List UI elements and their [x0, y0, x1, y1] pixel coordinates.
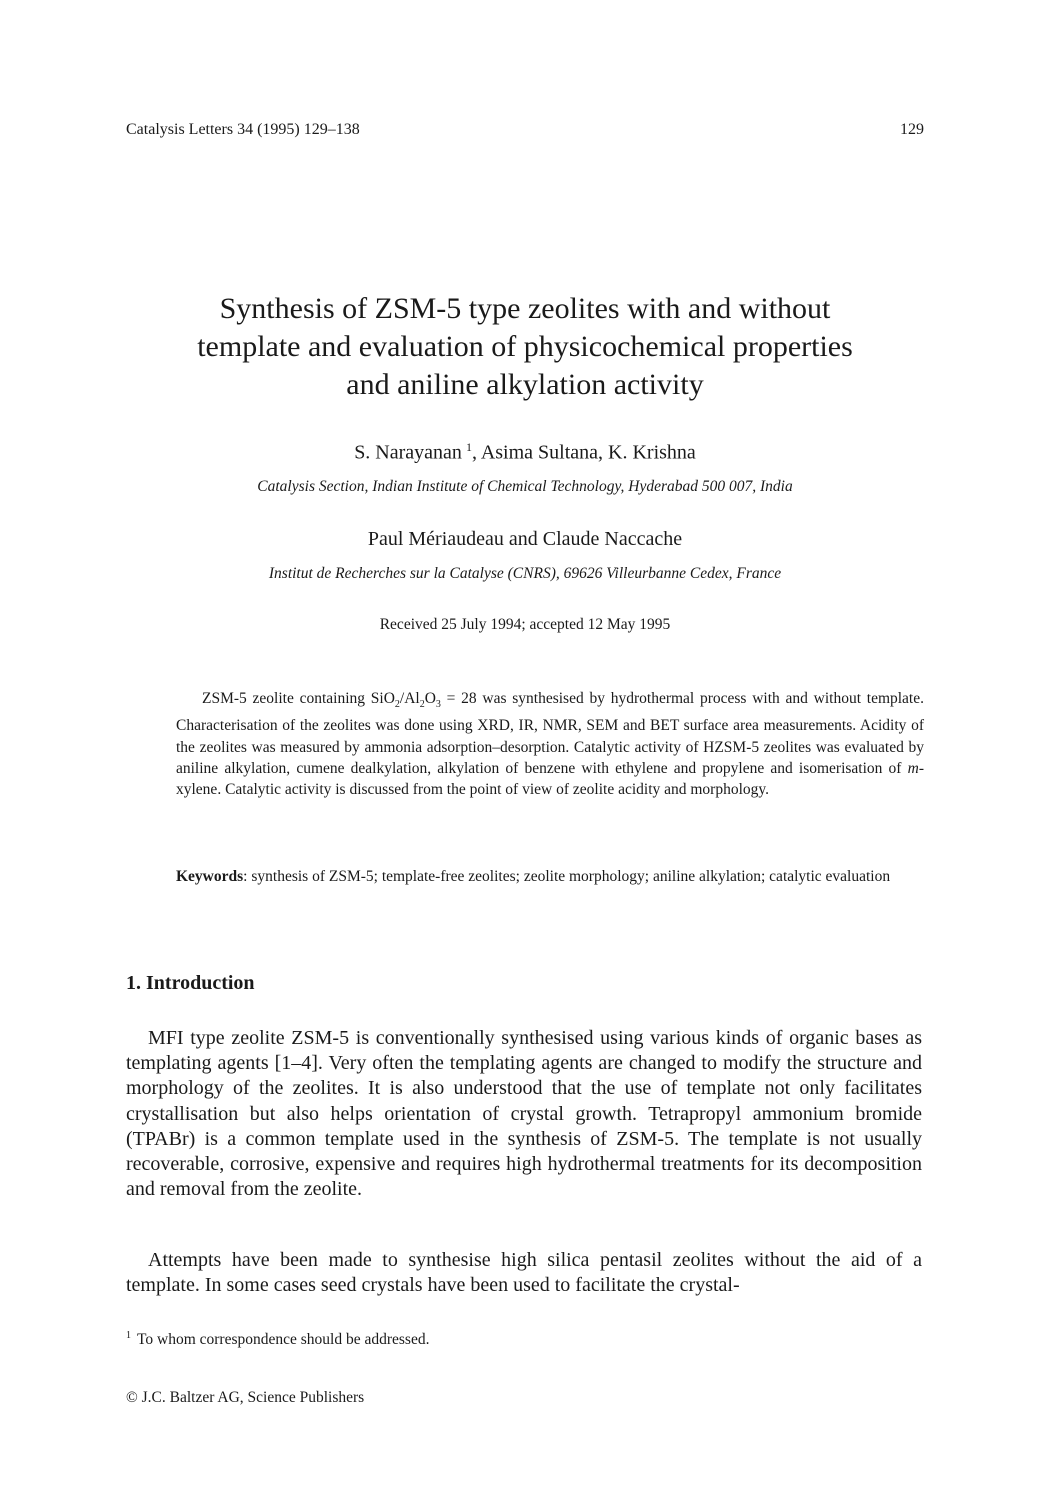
italic-text: m	[907, 759, 919, 777]
affiliation-2: Institut de Recherches sur la Catalyse (CNRS), 69626 Villeurbanne Cedex, France	[268, 565, 782, 582]
keywords-label: Keywords	[176, 868, 244, 885]
title-line: template and evaluation of physicochemical properties	[197, 330, 853, 363]
affiliation-1: Catalysis Section, Indian Institute of Chemical Technology, Hyderabad 500 007, India	[257, 478, 793, 495]
body-paragraph: Attempts have been made to synthesise high silica pentasil zeolites without the aid of a template. In some cases seed crystals have been used to facilitate the crystal-	[126, 1249, 922, 1297]
journal-reference: Catalysis Letters 34 (1995) 129–138	[126, 121, 360, 138]
received-dates: Received 25 July 1994; accepted 12 May 1995	[379, 616, 671, 633]
author-names-rest: , Asima Sultana, K. Krishna	[471, 441, 696, 464]
paper-title	[100, 290, 950, 404]
abstract-text: ZSM-5 zeolite containing SiO	[202, 690, 395, 707]
abstract-text: = 28 was synthesised by hydrothermal process with and without template. Characterisation of the zeolites was done using XRD, IR, NMR, SEM and BET surface area measurements. Acidity of the zeolites was measured by ammonia adsorption–desorption. Catalytic activity of HZSM-5 zeolites was evaluated by aniline alkylation, cumene dealkylation, alkylation of benzene with ethylene and propylene and isomerisation of	[176, 690, 924, 777]
footnote-text: To whom correspondence should be addressed.	[137, 1331, 430, 1349]
title-line: and aniline alkylation activity	[346, 368, 704, 401]
subscript: 2	[419, 699, 425, 711]
footnote-mark: 1	[126, 1330, 131, 1341]
abstract-text: -xylene. Catalytic activity is discussed from the point of view of zeolite acidity and morphology.	[176, 759, 924, 799]
subscript: 3	[435, 699, 441, 711]
keywords	[176, 866, 924, 887]
footnote-marker: 1	[465, 440, 472, 454]
abstract	[176, 688, 924, 801]
body-paragraph: MFI type zeolite ZSM-5 is conventionally synthesised using various kinds of organic bases as templating agents [1–4]. Very often the templating agents are changed to modify the structure and morphology of the zeolites. It is also understood that the use of template not only facilitates crystallisation but also helps orientation of crystal growth. Tetrapropyl ammonium bromide (TPABr) is a common template used in the synthesis of ZSM-5. The template is not usually recoverable, corrosive, expensive and requires high hydrothermal treatments for its decomposition and removal from the zeolite.	[126, 1027, 922, 1201]
copyright: © J.C. Baltzer AG, Science Publishers	[126, 1389, 365, 1406]
section-heading: 1. Introduction	[126, 972, 255, 994]
running-head	[126, 121, 924, 145]
subscript: 2	[394, 699, 400, 711]
footnote	[126, 1330, 429, 1349]
abstract-text: /Al	[399, 690, 420, 707]
author-list-1	[0, 440, 1050, 465]
author-name: S. Narayanan	[354, 441, 462, 464]
title-line: Synthesis of ZSM-5 type zeolites with and without	[219, 292, 831, 325]
keywords-text: : synthesis of ZSM-5; template-free zeolites; zeolite morphology; aniline alkylation; catalytic evaluation	[243, 868, 891, 885]
author-list-2: Paul Mériaudeau and Claude Naccache	[367, 528, 683, 550]
page-number: 129	[900, 121, 924, 138]
abstract-text: O	[424, 690, 436, 707]
